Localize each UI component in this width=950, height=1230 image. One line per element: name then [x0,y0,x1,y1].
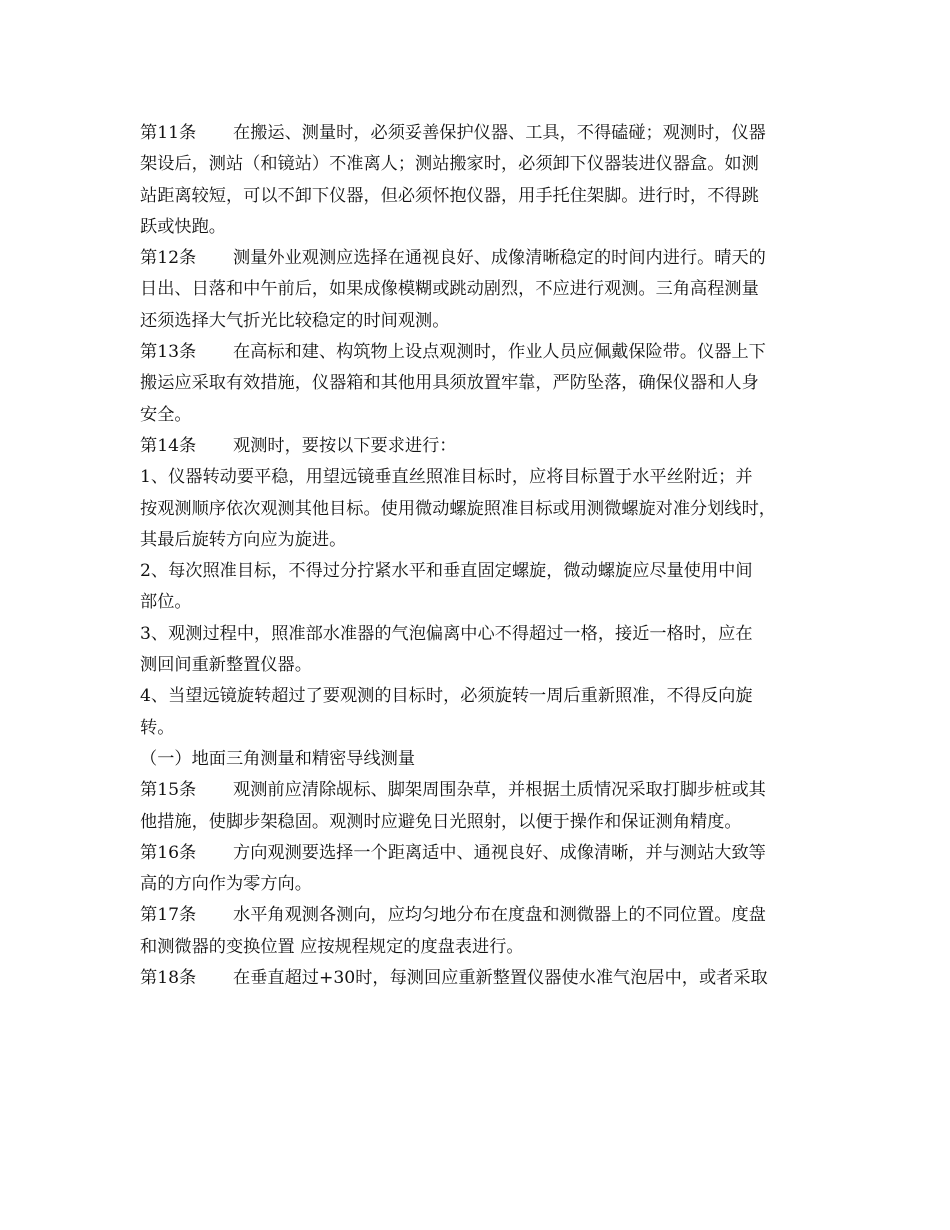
line-text: 测量外业观测应选择在通视良好、成像清晰稳定的时间内进行。晴天的 [233,248,766,269]
line-text: 日出、日落和中午前后，如果成像模糊或跳动剧烈，不应进行观测。三角高程测量 [140,279,759,300]
article-number: 第11条 [140,123,197,143]
text-line [140,838,830,869]
line-text: 安全。 [140,404,192,425]
line-text: 按观测顺序依次观测其他目标。使用微动螺旋照准目标或用测微螺旋对准分划线时， [140,498,776,519]
text-line [140,619,830,650]
line-text: 站距离较短，可以不卸下仪器，但必须怀抱仪器，用手托住架脚。进行时，不得跳 [140,185,759,206]
text-line [140,587,830,618]
text-line [140,900,830,931]
text-line [140,650,830,681]
line-text: 观测前应清除觇标、脚架周围杂草，并根据土质情况采取打脚步桩或其 [233,780,766,801]
line-text: 2、每次照准目标，不得过分拧紧水平和垂直固定螺旋，微动螺旋应尽量使用中间 [140,561,753,582]
text-line [140,306,830,337]
line-text: 和测微器的变换位置 应按规程规定的度盘表进行。 [140,936,524,957]
line-text: 在搬运、测量时，必须妥善保护仪器、工具，不得磕碰；观测时，仪器 [233,123,766,143]
text-line [140,963,830,994]
text-line [140,149,830,180]
text-line [140,681,830,712]
line-text: 在垂直超过+30时，每测回应重新整置仪器使水准气泡居中，或者采取 [233,968,768,989]
text-line [140,431,830,462]
text-line [140,337,830,368]
line-text: 跃或快跑。 [140,216,226,237]
section-heading [140,744,830,775]
text-line [140,181,830,212]
text-line [140,212,830,243]
line-text: 还须选择大气折光比较稳定的时间观测。 [140,310,450,331]
article-number: 第14条 [140,435,197,456]
text-line [140,525,830,556]
line-text: 搬运应采取有效措施，仪器箱和其他用具须放置牢靠，严防坠落，确保仪器和人身 [140,373,759,394]
text-line [140,556,830,587]
article-number: 第12条 [140,248,197,269]
article-number: 第16条 [140,842,197,863]
text-line [140,118,830,149]
line-text: 他措施，使脚步架稳固。观测时应避免日光照射，以便于操作和保证测角精度。 [140,811,742,832]
line-text: 转。 [140,717,175,738]
text-line [140,462,830,493]
text-line [140,494,830,525]
text-line [140,243,830,274]
text-line [140,368,830,399]
line-text: 观测时，要按以下要求进行： [233,435,457,456]
line-text: 在高标和建、构筑物上设点观测时，作业人员应佩戴保险带。仪器上下 [233,342,766,363]
text-line [140,400,830,431]
text-line [140,932,830,963]
line-text: 4、当望远镜旋转超过了要观测的目标时，必须旋转一周后重新照准，不得反向旋 [140,686,753,707]
line-text: 3、观测过程中，照准部水准器的气泡偏离中心不得超过一格，接近一格时，应在 [140,623,753,644]
line-text: 水平角观测各测向，应均匀地分布在度盘和测微器上的不同位置。度盘 [233,905,766,926]
line-text: 方向观测要选择一个距离适中、通视良好、成像清晰，并与测站大致等 [233,842,766,863]
line-text: 部位。 [140,592,192,613]
text-line [140,807,830,838]
line-text: 架设后，测站（和镜站）不准离人；测站搬家时，必须卸下仪器装进仪器盒。如测 [140,154,759,175]
line-text: 1、仪器转动要平稳，用望远镜垂直丝照准目标时，应将目标置于水平丝附近；并 [140,467,753,488]
line-text: 测回间重新整置仪器。 [140,655,312,676]
text-line [140,274,830,305]
line-text: 其最后旋转方向应为旋进。 [140,529,347,550]
line-text: （一）地面三角测量和精密导线测量 [140,748,416,769]
article-number: 第18条 [140,968,197,989]
text-line [140,869,830,900]
article-number: 第13条 [140,342,197,363]
text-line [140,775,830,806]
line-text: 高的方向作为零方向。 [140,874,312,895]
document-body [140,118,830,994]
text-line [140,713,830,744]
article-number: 第17条 [140,905,197,926]
article-number: 第15条 [140,780,197,801]
